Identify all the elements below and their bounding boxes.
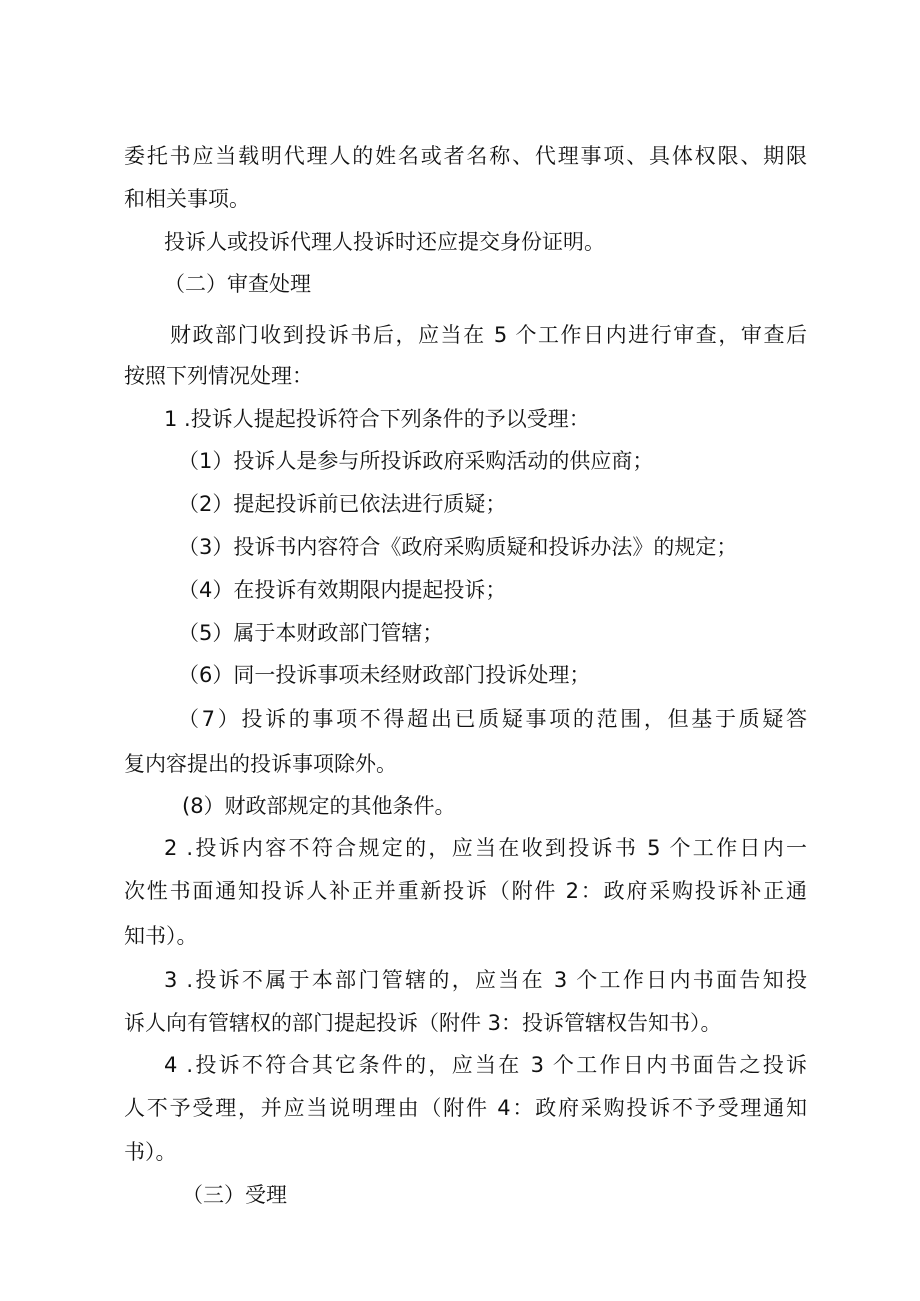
section-heading: （三）受理 [182, 1183, 287, 1207]
paragraph-line: 按照下列情况处理： [124, 364, 313, 388]
paragraph-line: 书）。 [124, 1140, 177, 1164]
list-item: （4）在投诉有效期限内提起投诉； [178, 578, 507, 602]
paragraph-line: 3 .投诉不属于本部门管辖的，应当在 3 个工作日内书面告知投 [164, 968, 807, 992]
paragraph-line: 次性书面通知投诉人补正并重新投诉（附件 2：政府采购投诉补正通 [124, 879, 807, 903]
paragraph-line: 人不予受理，并应当说明理由（附件 4：政府采购投诉不予受理通知 [124, 1096, 807, 1120]
paragraph-line: 和相关事项。 [124, 187, 250, 211]
list-item: （6）同一投诉事项未经财政部门投诉处理； [178, 663, 591, 687]
paragraph-line: 4 .投诉不符合其它条件的，应当在 3 个工作日内书面告之投诉 [164, 1053, 807, 1077]
paragraph-line: 复内容提出的投诉事项除外。 [124, 752, 397, 776]
list-item: （5）属于本财政部门管辖； [178, 621, 444, 645]
list-item: 1 .投诉人提起投诉符合下列条件的予以受理： [164, 407, 590, 431]
list-item: （1）投诉人是参与所投诉政府采购活动的供应商； [178, 449, 654, 473]
list-item: （7）投诉的事项不得超出已质疑事项的范围，但基于质疑答 [178, 707, 807, 731]
paragraph-line: 2 .投诉内容不符合规定的，应当在收到投诉书 5 个工作日内一 [164, 836, 807, 860]
section-heading: （二）审查处理 [164, 272, 311, 296]
paragraph-line: 诉人向有管辖权的部门提起投诉（附件 3：投诉管辖权告知书）。 [124, 1011, 722, 1035]
list-item: (8）财政部规定的其他条件。 [182, 794, 456, 818]
list-item: （2）提起投诉前已依法进行质疑； [178, 492, 507, 516]
paragraph-line: 财政部门收到投诉书后，应当在 5 个工作日内进行审查，审查后 [170, 323, 807, 347]
paragraph-line: 投诉人或投诉代理人投诉时还应提交身份证明。 [164, 230, 605, 254]
list-item: （3）投诉书内容符合《政府采购质疑和投诉办法》的规定； [178, 535, 738, 559]
paragraph-line: 委托书应当载明代理人的姓名或者名称、代理事项、具体权限、期限 [124, 144, 807, 168]
paragraph-line: 知书）。 [124, 924, 198, 948]
